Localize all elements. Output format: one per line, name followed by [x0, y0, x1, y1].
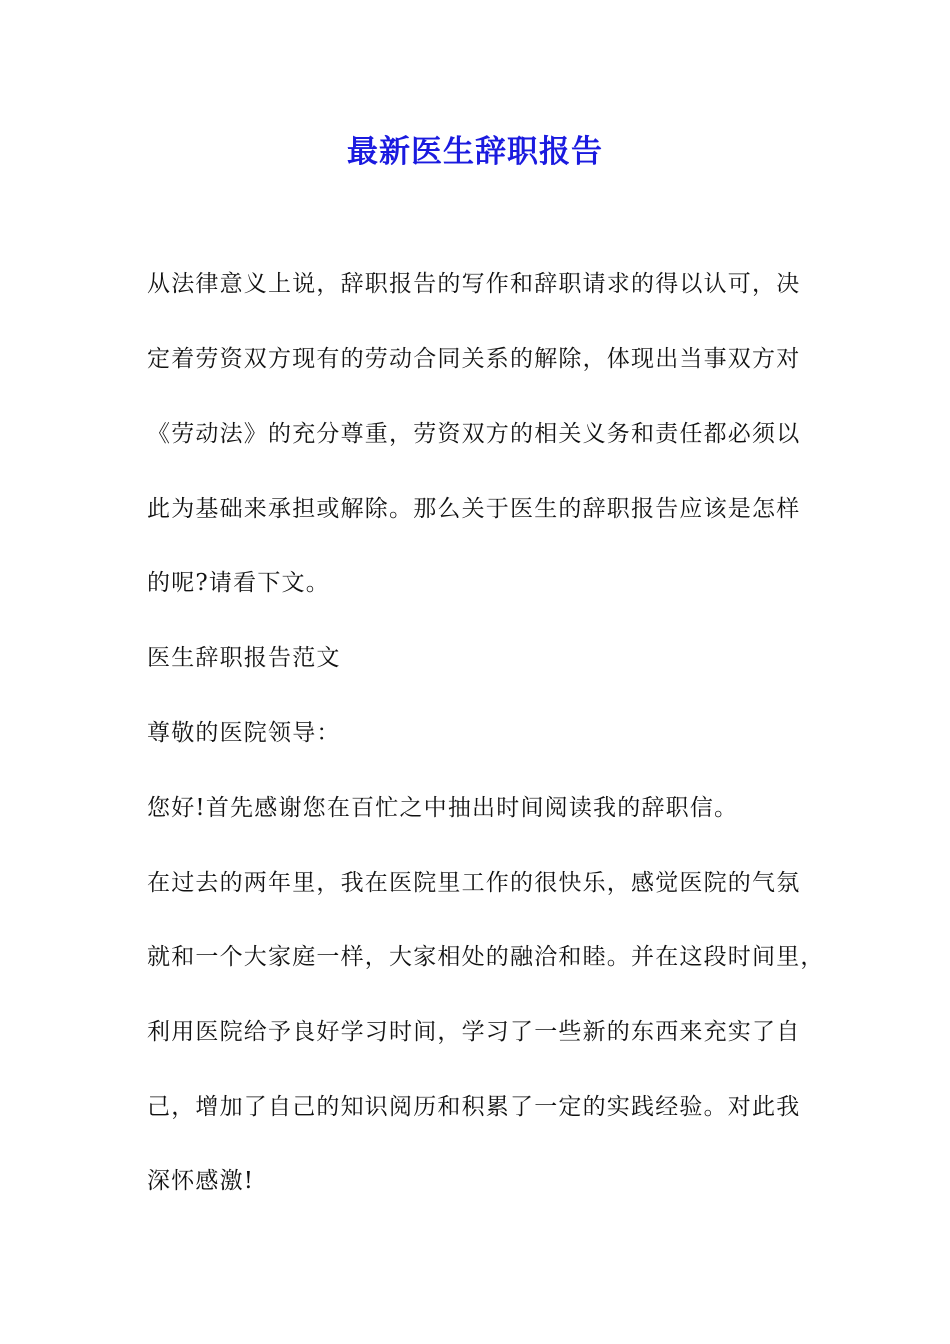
section-heading: 医生辞职报告范文 — [147, 645, 341, 671]
greeting-line: 您好!首先感谢您在百忙之中抽出时间阅读我的辞职信。 — [147, 795, 739, 821]
paragraph-line-10: 就和一个大家庭一样，大家相处的融洽和睦。并在这段时间里， — [147, 944, 825, 970]
paragraph-line-2: 定着劳资双方现有的劳动合同关系的解除，体现出当事双方对 — [147, 346, 801, 372]
paragraph-line-11: 利用医院给予良好学习时间，学习了一些新的东西来充实了自 — [147, 1019, 801, 1045]
paragraph-line-12: 己，增加了自己的知识阅历和积累了一定的实践经验。对此我 — [147, 1094, 801, 1120]
paragraph-line-3: 《劳动法》的充分尊重，劳资双方的相关义务和责任都必须以 — [147, 421, 801, 447]
paragraph-line-4: 此为基础来承担或解除。那么关于医生的辞职报告应该是怎样 — [147, 496, 801, 522]
document-title: 最新医生辞职报告 — [347, 134, 603, 170]
paragraph-line-1: 从法律意义上说，辞职报告的写作和辞职请求的得以认可，决 — [147, 271, 801, 297]
paragraph-line-13: 深怀感激! — [147, 1168, 255, 1194]
salutation: 尊敬的医院领导： — [147, 720, 341, 746]
paragraph-line-5: 的呢?请看下文。 — [147, 570, 330, 596]
paragraph-line-9: 在过去的两年里，我在医院里工作的很快乐，感觉医院的气氛 — [147, 870, 801, 896]
